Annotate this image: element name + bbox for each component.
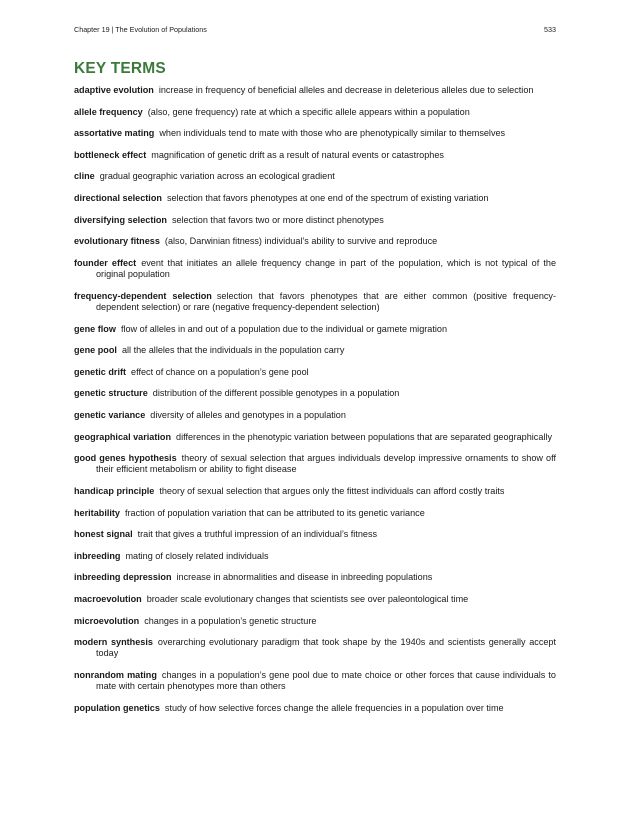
section-title: KEY TERMS xyxy=(74,60,166,77)
glossary-definition: selection that favors two or more distinct phenotypes xyxy=(172,214,384,225)
glossary-entry xyxy=(74,432,556,443)
glossary-term: cline xyxy=(74,171,95,182)
glossary-entry xyxy=(74,551,556,562)
glossary-term: nonrandom mating xyxy=(74,670,157,681)
glossary-entry xyxy=(74,345,556,356)
glossary-definition: changes in a population’s genetic structure xyxy=(144,615,317,626)
glossary-term: bottleneck effect xyxy=(74,149,147,160)
glossary-definition: effect of chance on a population’s gene pool xyxy=(131,366,309,377)
glossary-term: allele frequency xyxy=(74,106,143,117)
glossary-entry xyxy=(74,193,556,204)
glossary-definition: distribution of the different possible genotypes in a population xyxy=(152,388,400,399)
glossary-definition: when individuals tend to mate with those who are phenotypically similar to themselves xyxy=(159,128,506,139)
glossary-term: genetic variance xyxy=(74,409,146,420)
glossary-entry xyxy=(74,616,556,627)
glossary-entry xyxy=(74,107,556,118)
glossary-definition: increase in abnormalities and disease in inbreeding populations xyxy=(176,572,433,583)
key-terms-list xyxy=(74,85,556,725)
glossary-term: genetic drift xyxy=(74,366,127,377)
glossary-entry xyxy=(74,171,556,182)
glossary-entry xyxy=(74,85,556,96)
glossary-entry xyxy=(74,410,556,421)
glossary-term: diversifying selection xyxy=(74,214,167,225)
glossary-entry xyxy=(74,291,556,314)
glossary-entry xyxy=(74,508,556,519)
glossary-entry xyxy=(74,529,556,540)
glossary-entry xyxy=(74,594,556,605)
running-header xyxy=(74,25,556,34)
glossary-definition: selection that favors phenotypes at one end of the spectrum of existing variation xyxy=(166,192,489,203)
glossary-term: modern synthesis xyxy=(74,637,153,648)
glossary-definition: gradual geographic variation across an ecological gradient xyxy=(99,171,335,182)
glossary-entry xyxy=(74,670,556,693)
glossary-term: gene flow xyxy=(74,323,116,334)
glossary-entry xyxy=(74,703,556,714)
glossary-entry xyxy=(74,128,556,139)
glossary-definition: differences in the phenotypic variation between populations that are separated geographically xyxy=(176,431,552,442)
glossary-term: gene pool xyxy=(74,345,117,356)
glossary-definition: magnification of genetic drift as a result of natural events or catastrophes xyxy=(151,149,444,160)
glossary-entry xyxy=(74,486,556,497)
glossary-entry xyxy=(74,572,556,583)
page-number: 533 xyxy=(544,25,556,34)
glossary-term: assortative mating xyxy=(74,128,155,139)
glossary-definition: diversity of alleles and genotypes in a population xyxy=(150,409,346,420)
glossary-definition: study of how selective forces change the allele frequencies in a population over time xyxy=(164,702,504,713)
glossary-entry xyxy=(74,637,556,660)
glossary-entry xyxy=(74,388,556,399)
glossary-definition: (also, Darwinian fitness) individual’s ability to survive and reproduce xyxy=(164,236,438,247)
glossary-definition: overarching evolutionary paradigm that took shape by the 1940s and scientists generally accept today xyxy=(96,637,557,659)
glossary-definition: mating of closely related individuals xyxy=(125,550,269,561)
glossary-definition: flow of alleles in and out of a population due to the individual or gamete migration xyxy=(120,323,448,334)
glossary-term: genetic structure xyxy=(74,388,148,399)
glossary-term: inbreeding depression xyxy=(74,572,172,583)
glossary-term: adaptive evolution xyxy=(74,85,154,95)
glossary-definition: changes in a population’s gene pool due to mate choice or other forces that cause individuals to mate with certain phenotypes more than others xyxy=(96,670,556,692)
glossary-entry xyxy=(74,367,556,378)
glossary-definition: (also, gene frequency) rate at which a specific allele appears within a population xyxy=(147,106,470,117)
glossary-term: heritability xyxy=(74,507,120,518)
glossary-entry xyxy=(74,236,556,247)
glossary-term: good genes hypothesis xyxy=(74,453,177,464)
glossary-entry xyxy=(74,324,556,335)
glossary-definition: selection that favors phenotypes that are either common (positive frequency-dependent selection) or rare (negative frequency-dependent selection) xyxy=(96,290,556,312)
glossary-entry xyxy=(74,258,556,281)
glossary-term: evolutionary fitness xyxy=(74,236,160,247)
glossary-definition: event that initiates an allele frequency change in part of the population, which is not typical of the original population xyxy=(96,257,556,280)
glossary-definition: theory of sexual selection that argues individuals develop impressive ornaments to show off their efficient metabolism or ability to fight disease xyxy=(96,453,557,475)
glossary-definition: broader scale evolutionary changes that scientists see over paleontological time xyxy=(146,593,469,604)
glossary-term: frequency-dependent selection xyxy=(74,290,212,301)
glossary-term: handicap principle xyxy=(74,485,155,496)
glossary-term: microevolution xyxy=(74,615,140,626)
glossary-term: population genetics xyxy=(74,702,160,713)
glossary-definition: trait that gives a truthful impression of an individual’s fitness xyxy=(137,529,378,540)
glossary-entry xyxy=(74,453,556,476)
glossary-definition: theory of sexual selection that argues only the fittest individuals can afford costly traits xyxy=(159,485,505,496)
glossary-entry xyxy=(74,150,556,161)
glossary-term: macroevolution xyxy=(74,593,142,604)
glossary-term: founder effect xyxy=(74,257,137,268)
glossary-definition: fraction of population variation that can be attributed to its genetic variance xyxy=(124,507,425,518)
glossary-term: directional selection xyxy=(74,192,162,203)
glossary-definition: all the alleles that the individuals in the population carry xyxy=(121,345,345,356)
glossary-entry xyxy=(74,215,556,226)
glossary-term: inbreeding xyxy=(74,550,121,561)
glossary-definition: increase in frequency of beneficial alleles and decrease in deleterious alleles due to selection xyxy=(158,85,534,95)
chapter-title: Chapter 19 | The Evolution of Populations xyxy=(74,25,207,34)
glossary-term: geographical variation xyxy=(74,431,172,442)
glossary-term: honest signal xyxy=(74,529,133,540)
